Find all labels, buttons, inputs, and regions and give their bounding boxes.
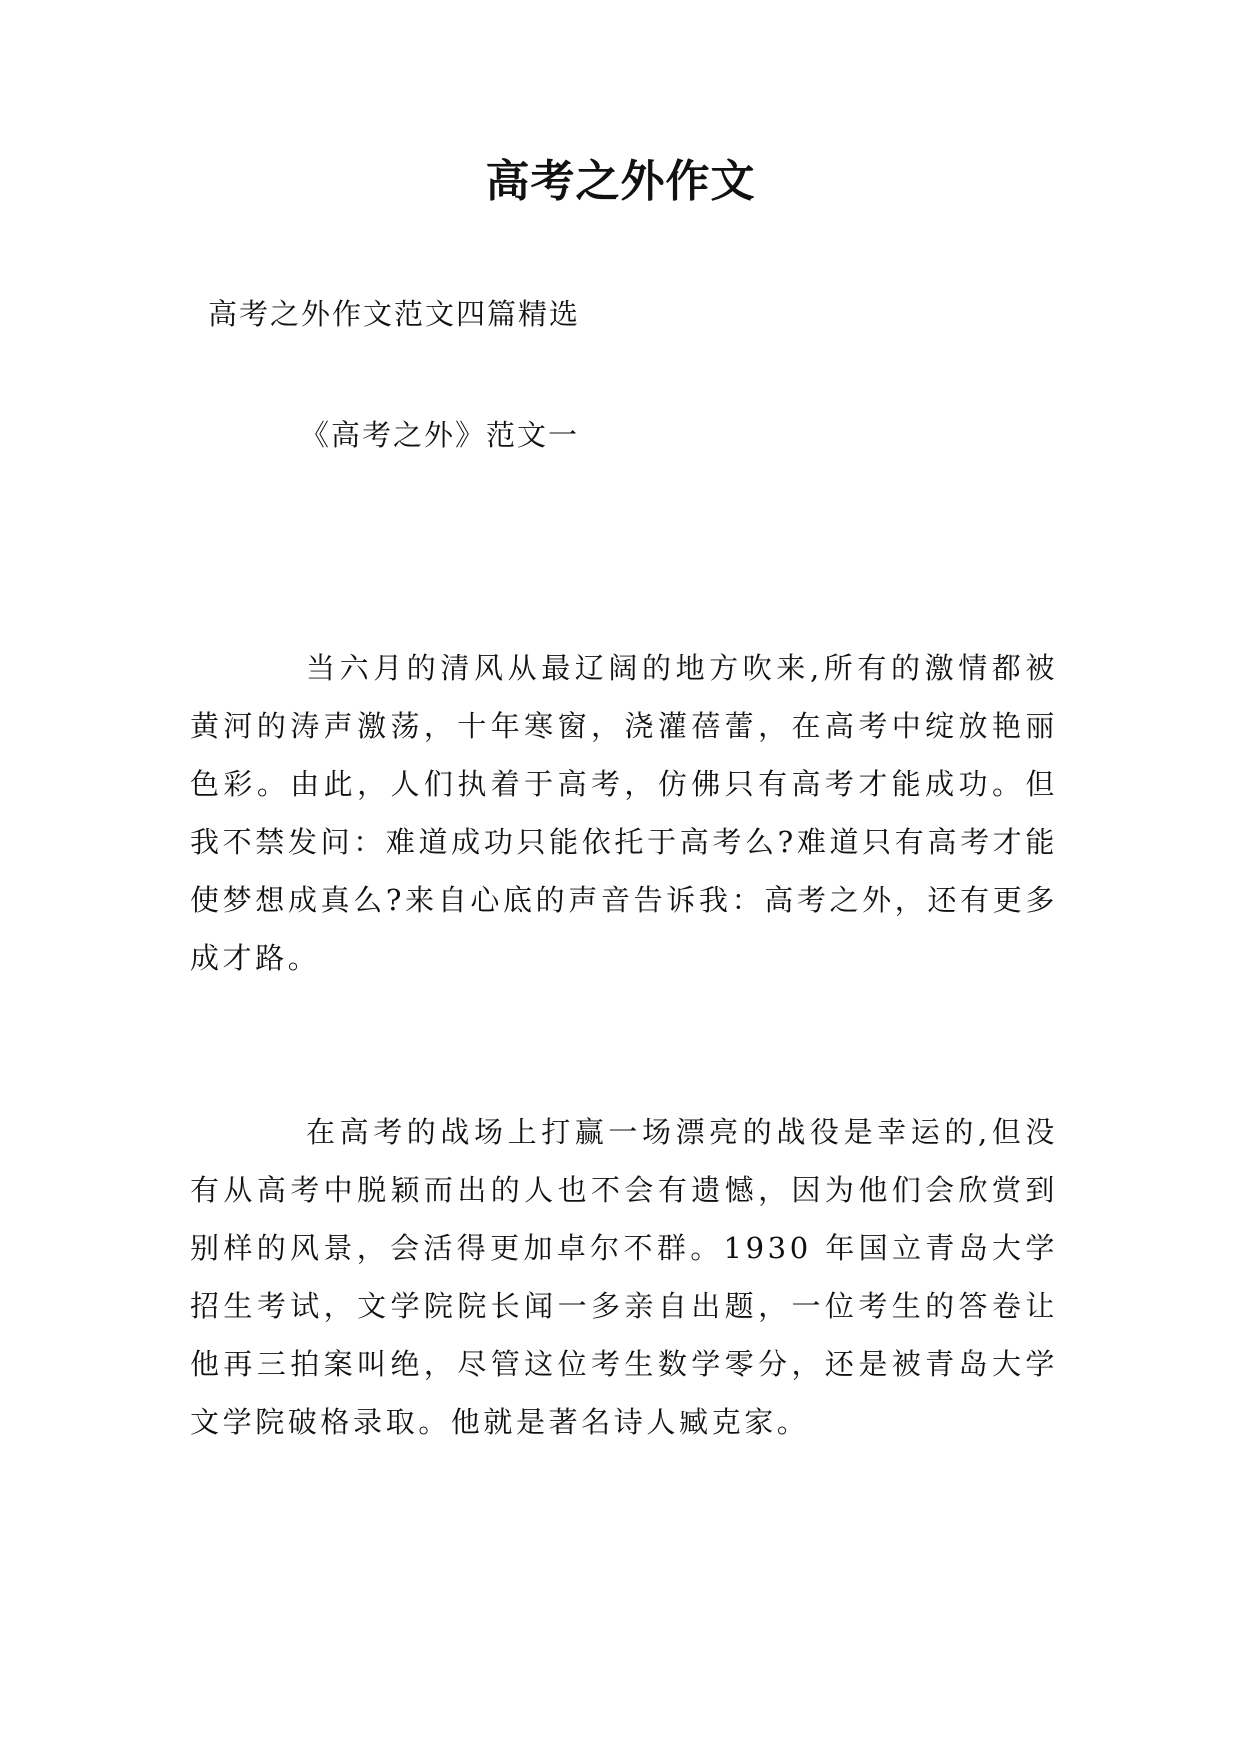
body-paragraph-1: 当六月的清风从最辽阔的地方吹来,所有的激情都被黄河的涛声激荡，十年寒窗，浇灌蓓蕾，在高考中绽放艳丽色彩。由此，人们执着于高考，仿佛只有高考才能成功。但我不禁发问：难道成功只能依托于高考么?难道只有高考才能使梦想成真么?来自心底的声音告诉我：高考之外，还有更多成才路。	[190, 651, 1058, 975]
page-title: 高考之外作文	[485, 156, 756, 207]
body-paragraph-2: 在高考的战场上打赢一场漂亮的战役是幸运的,但没有从高考中脱颖而出的人也不会有遗憾，因为他们会欣赏到别样的风景，会活得更加卓尔不群。1930 年国立青岛大学招生考试，文学院院长闻一多亲自出题，一位考生的答卷让他再三拍案叫绝，尽管这位考生数学零分，还是被青岛大学文学院破格录取。他就是著名诗人臧克家。	[190, 1115, 1058, 1439]
document-subtitle: 高考之外作文范文四篇精选	[208, 297, 581, 331]
section-heading: 《高考之外》范文一	[300, 418, 580, 452]
